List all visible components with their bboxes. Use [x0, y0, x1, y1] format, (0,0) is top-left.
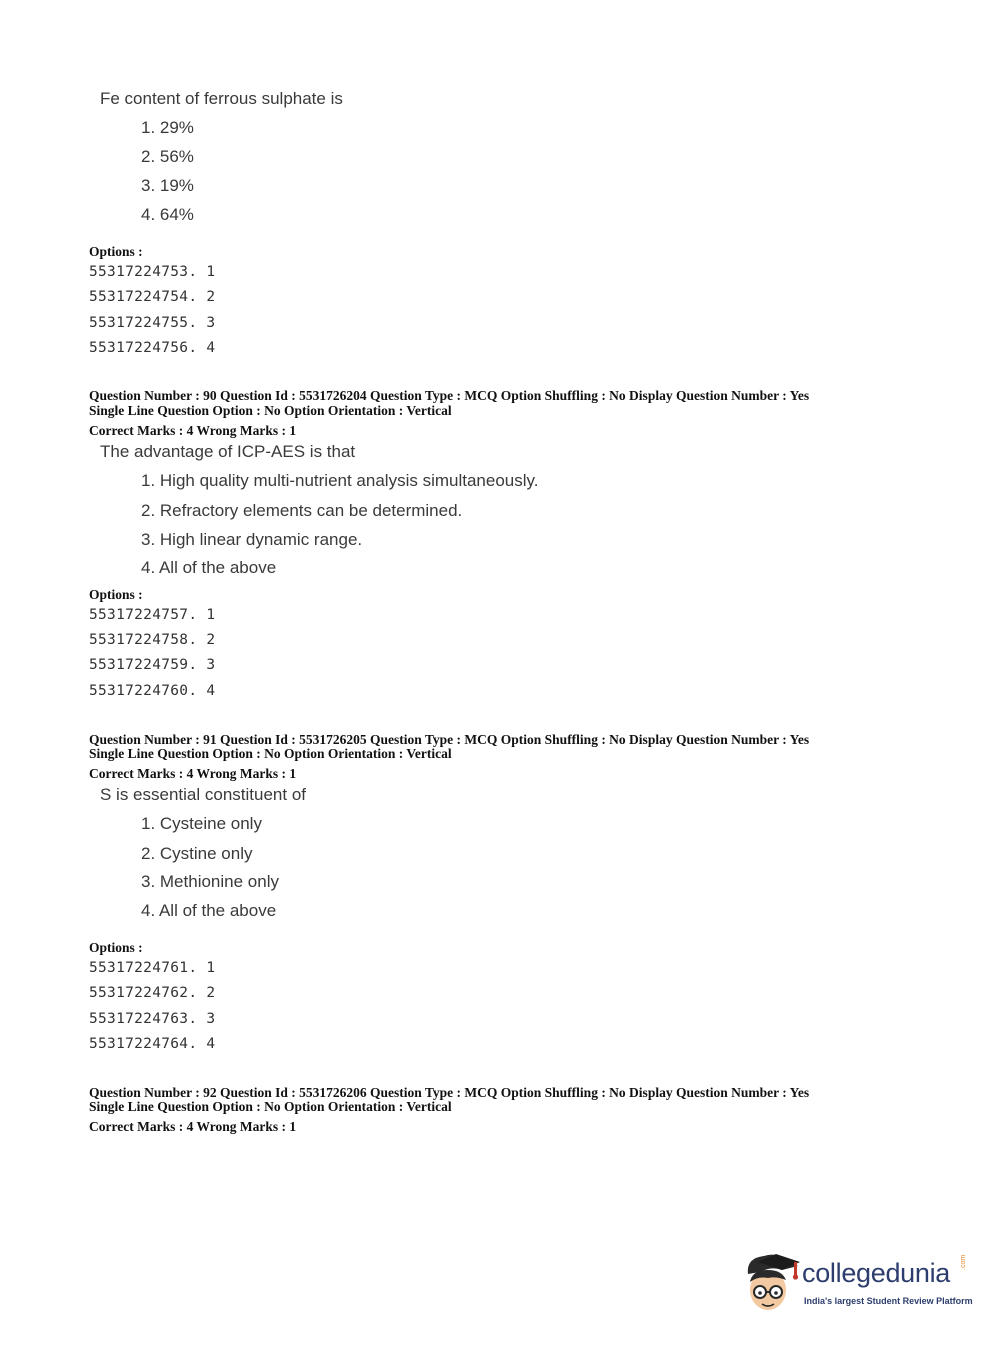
- question-89-choice-1: 1. 29%: [141, 118, 194, 137]
- question-90-choice-2: 2. Refractory elements can be determined.: [141, 501, 463, 520]
- question-91-choice-4: 4. All of the above: [141, 901, 277, 920]
- question-89-choice-2: 2. 56%: [141, 147, 194, 166]
- logo-wordmark: collegedunia: [802, 1258, 951, 1288]
- question-91-option-1: 55317224761. 1: [89, 960, 216, 976]
- question-91-option-4: 55317224764. 4: [89, 1036, 216, 1052]
- logo-com-suffix: .com: [960, 1254, 967, 1270]
- question-91-option-3: 55317224763. 3: [89, 1011, 216, 1027]
- mascot-icon: [742, 1252, 802, 1316]
- question-89-option-3: 55317224755. 3: [89, 315, 216, 331]
- question-90-choice-1: 1. High quality multi-nutrient analysis simultaneously.: [141, 471, 539, 490]
- question-89-option-4: 55317224756. 4: [89, 340, 216, 356]
- logo-tagline: India's largest Student Review Platform: [804, 1296, 973, 1306]
- question-91-option-2: 55317224762. 2: [89, 985, 216, 1001]
- question-89-choice-3: 3. 19%: [141, 176, 194, 195]
- question-90-option-1: 55317224757. 1: [89, 607, 216, 623]
- question-89-stem: Fe content of ferrous sulphate is: [100, 89, 343, 108]
- question-92-meta-line-1: Question Number : 92 Question Id : 5531726206 Question Type : MCQ Option Shuffling : No Display Question Number : Yes: [89, 1085, 810, 1100]
- question-91-choice-2: 2. Cystine only: [141, 844, 253, 863]
- question-91-options-label: Options :: [89, 940, 143, 955]
- question-91-marks: Correct Marks : 4 Wrong Marks : 1: [89, 766, 297, 781]
- question-90-option-3: 55317224759. 3: [89, 657, 216, 673]
- question-90-stem: The advantage of ICP-AES is that: [100, 442, 356, 461]
- question-89-choice-4: 4. 64%: [141, 205, 194, 224]
- question-91-meta-line-1: Question Number : 91 Question Id : 5531726205 Question Type : MCQ Option Shuffling : No Display Question Number : Yes: [89, 732, 810, 747]
- collegedunia-logo: [742, 1252, 972, 1316]
- question-90-choice-3: 3. High linear dynamic range.: [141, 530, 363, 549]
- question-89-options-label: Options :: [89, 244, 143, 259]
- question-90-choice-4: 4. All of the above: [141, 558, 277, 577]
- question-91-choice-1: 1. Cysteine only: [141, 814, 262, 833]
- question-92-marks: Correct Marks : 4 Wrong Marks : 1: [89, 1119, 297, 1134]
- question-90-meta-line-1: Question Number : 90 Question Id : 5531726204 Question Type : MCQ Option Shuffling : No Display Question Number : Yes: [89, 388, 810, 403]
- question-91-stem: S is essential constituent of: [100, 785, 307, 804]
- question-89-option-1: 55317224753. 1: [89, 264, 216, 280]
- question-90-option-2: 55317224758. 2: [89, 632, 216, 648]
- question-90-option-4: 55317224760. 4: [89, 683, 216, 699]
- question-92-meta-line-2: Single Line Question Option : No Option Orientation : Vertical: [89, 1099, 452, 1114]
- question-90-meta-line-2: Single Line Question Option : No Option Orientation : Vertical: [89, 403, 452, 418]
- question-91-meta-line-2: Single Line Question Option : No Option Orientation : Vertical: [89, 746, 452, 761]
- question-89-option-2: 55317224754. 2: [89, 289, 216, 305]
- question-90-options-label: Options :: [89, 587, 143, 602]
- question-91-choice-3: 3. Methionine only: [141, 872, 279, 891]
- question-90-marks: Correct Marks : 4 Wrong Marks : 1: [89, 423, 297, 438]
